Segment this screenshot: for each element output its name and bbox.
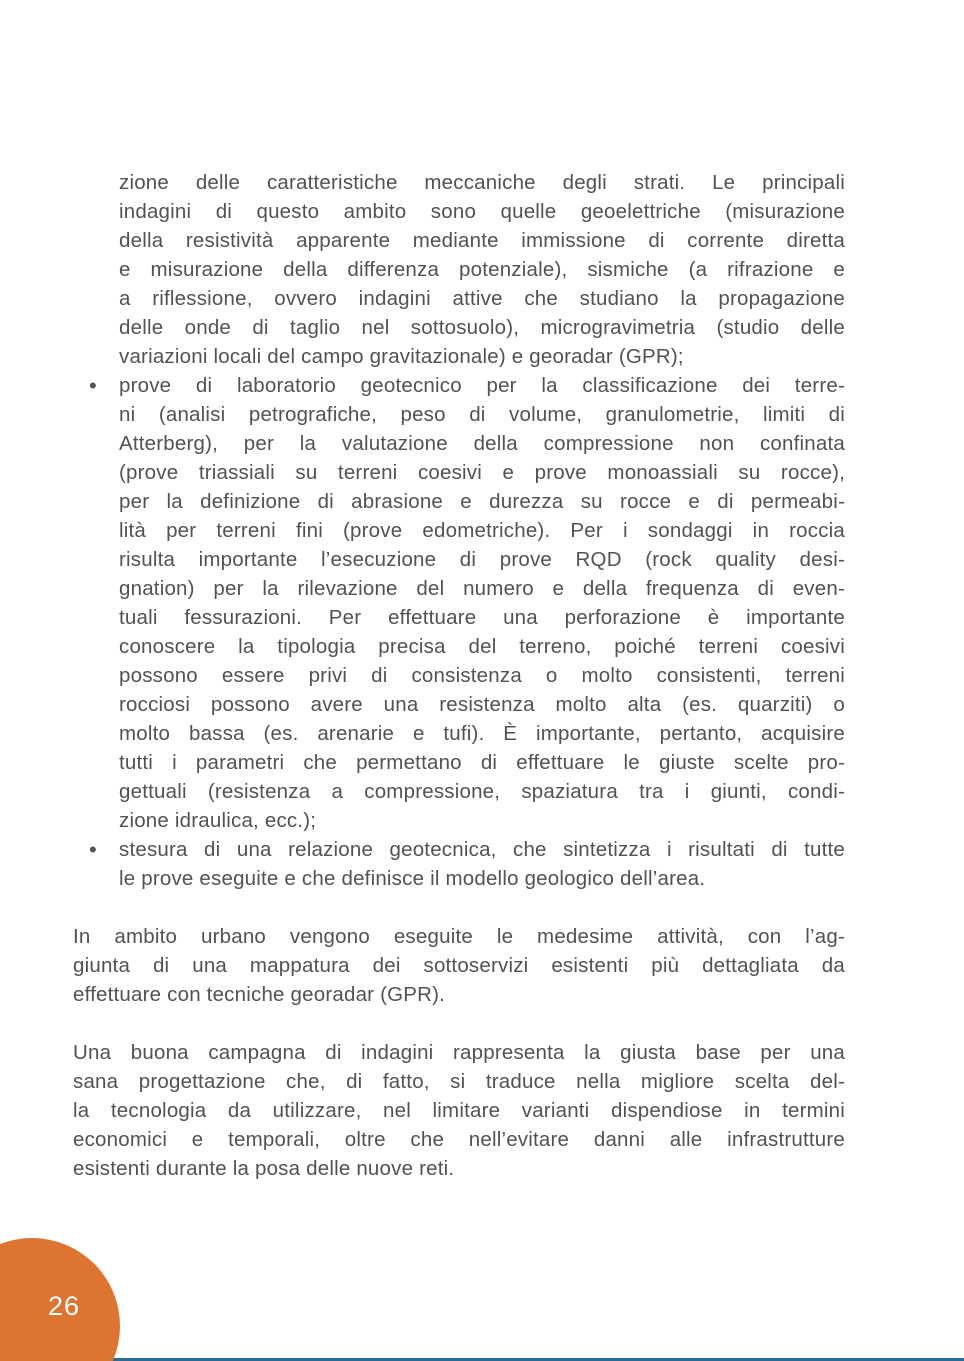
text-line: molto bassa (es. arenarie e tufi). È importante, pertanto, acquisire [119,722,845,745]
text-line: conoscere la tipologia precisa del terreno, poiché terreni coesivi [119,635,845,658]
text-line: risulta importante l’esecuzione di prove RQD (rock quality desi- [119,548,845,571]
text-line: lità per terreni fini (prove edometriche). Per i sondaggi in roccia [119,519,845,542]
text-line: le prove eseguite e che definisce il modello geologico dell’area. [119,867,706,890]
bullet-item [89,835,845,893]
text-line: sana progettazione che, di fatto, si traduce nella migliore scelta del- [73,1070,845,1093]
text-line: per la definizione di abrasione e durezza su rocce e di permeabi- [119,490,845,513]
text-line: zione idraulica, ecc.); [119,809,317,832]
text-line: esistenti durante la posa delle nuove reti. [73,1157,455,1180]
bullet-icon: • [89,837,97,862]
text-line: effettuare con tecniche georadar (GPR). [73,983,446,1006]
text-line: gettuali (resistenza a compressione, spaziatura tra i giunti, condi- [119,780,845,803]
text-line: delle onde di taglio nel sottosuolo), microgravimetria (studio delle [119,316,845,339]
text-line: giunta di una mappatura dei sottoservizi esistenti più dettagliata da [73,954,845,977]
page-number: 26 [48,1291,81,1321]
text-line: zione delle caratteristiche meccaniche degli strati. Le principali [119,171,845,194]
text-line: stesura di una relazione geotecnica, che sintetizza i risultati di tutte [119,838,845,861]
text-line: variazioni locali del campo gravitazionale) e georadar (GPR); [119,345,684,368]
paragraph [73,1038,845,1183]
text-line: tutti i parametri che permettano di effettuare le giuste scelte pro- [119,751,845,774]
text-line: a riflessione, ovvero indagini attive che studiano la propagazione [119,287,845,310]
text-line: indagini di questo ambito sono quelle geoelettriche (misurazione [119,200,845,223]
bullet-icon: • [89,373,97,398]
paragraph [119,168,845,371]
text-line: prove di laboratorio geotecnico per la classificazione dei terre- [119,374,845,397]
text-line: e misurazione della differenza potenziale), sismiche (a rifrazione e [119,258,845,281]
text-line: ni (analisi petrografiche, peso di volume, granulometrie, limiti di [119,403,845,426]
paragraph [73,922,845,1009]
text-line: economici e temporali, oltre che nell’evitare danni alle infrastrutture [73,1128,845,1151]
page-text [73,168,845,1183]
text-line: gnation) per la rilevazione del numero e della frequenza di even- [119,577,845,600]
text-line: possono essere privi di consistenza o molto consistenti, terreni [119,664,845,687]
text-line: tuali fessurazioni. Per effettuare una perforazione è importante [119,606,845,629]
text-line: (prove triassiali su terreni coesivi e prove monoassiali su rocce), [119,461,845,484]
text-line: la tecnologia da utilizzare, nel limitare varianti dispendiose in termini [73,1099,845,1122]
text-line: In ambito urbano vengono eseguite le medesime attività, con l’ag- [73,925,845,948]
paragraph-spacer [73,893,845,922]
text-line: Atterberg), per la valutazione della compressione non confinata [119,432,845,455]
text-line: della resistività apparente mediante immissione di corrente diretta [119,229,845,252]
paragraph-spacer [73,1009,845,1038]
text-line: Una buona campagna di indagini rappresenta la giusta base per una [73,1041,845,1064]
text-line: rocciosi possono avere una resistenza molto alta (es. quarziti) o [119,693,845,716]
bullet-item [89,371,845,835]
